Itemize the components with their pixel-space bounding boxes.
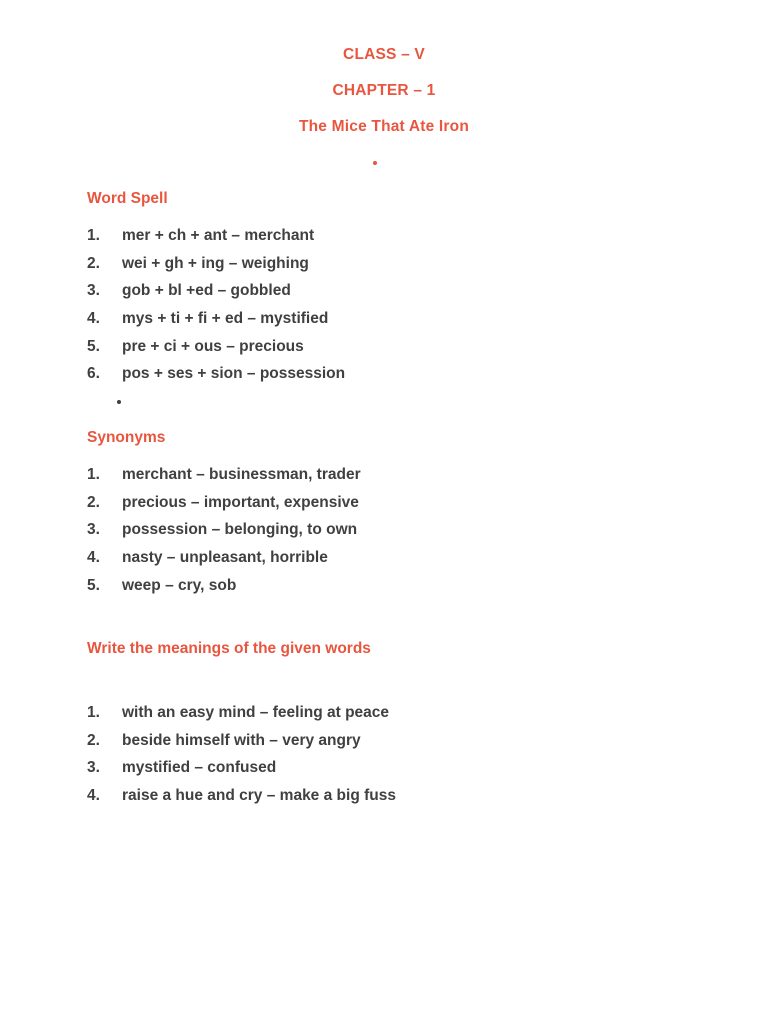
meanings-list <box>87 699 396 810</box>
item-text: nasty – unpleasant, horrible <box>122 549 328 567</box>
synonyms-title: Synonyms <box>87 429 166 446</box>
list-item <box>87 250 345 278</box>
item-number: 3. <box>87 521 100 539</box>
empty-bullet <box>117 400 121 404</box>
list-item <box>87 461 361 489</box>
item-number: 1. <box>87 704 100 721</box>
item-text: possession – belonging, to own <box>122 521 358 539</box>
synonyms-list <box>87 461 361 599</box>
chapter-title: The Mice That Ate Iron <box>298 118 470 135</box>
list-item <box>87 727 396 755</box>
list-item <box>87 222 345 250</box>
chapter-heading: CHAPTER – 1 <box>332 82 436 99</box>
meanings-title: Write the meanings of the given words <box>87 640 371 657</box>
item-number: 3. <box>87 282 100 300</box>
list-item <box>87 360 345 388</box>
item-text: mys + ti + fi + ed – mystified <box>122 310 329 328</box>
list-item <box>87 699 396 727</box>
item-number: 1. <box>87 466 100 483</box>
item-number: 4. <box>87 787 100 805</box>
list-item <box>87 277 345 305</box>
list-item <box>87 333 345 361</box>
list-item <box>87 305 345 333</box>
list-item <box>87 489 361 517</box>
item-text: raise a hue and cry – make a big fuss <box>122 787 396 805</box>
item-text: wei + gh + ing – weighing <box>122 254 309 272</box>
item-number: 6. <box>87 365 100 383</box>
item-number: 1. <box>87 227 100 244</box>
list-item <box>87 754 396 782</box>
item-text: pos + ses + sion – possession <box>122 365 346 383</box>
item-text: with an easy mind – feeling at peace <box>122 704 390 721</box>
item-text: mystified – confused <box>122 759 277 777</box>
list-item <box>87 782 396 810</box>
item-text: beside himself with – very angry <box>122 731 361 749</box>
item-number: 5. <box>87 576 100 594</box>
item-text: precious – important, expensive <box>122 493 359 511</box>
item-number: 2. <box>87 254 100 272</box>
item-text: gob + bl +ed – gobbled <box>122 282 291 300</box>
item-text: weep – cry, sob <box>122 576 237 594</box>
class-heading: CLASS – V <box>343 46 425 63</box>
item-number: 4. <box>87 310 100 328</box>
list-item <box>87 516 361 544</box>
item-number: 5. <box>87 337 100 355</box>
list-item <box>87 544 361 572</box>
item-text: pre + ci + ous – precious <box>122 337 304 355</box>
item-text: mer + ch + ant – merchant <box>122 227 315 244</box>
list-item <box>87 572 361 600</box>
item-number: 2. <box>87 731 100 749</box>
word-spell-title: Word Spell <box>87 190 168 207</box>
word-spell-list <box>87 222 345 388</box>
item-number: 4. <box>87 549 100 567</box>
item-number: 2. <box>87 493 100 511</box>
item-number: 3. <box>87 759 100 777</box>
item-text: merchant – businessman, trader <box>122 466 361 483</box>
decorative-dot <box>373 161 377 165</box>
